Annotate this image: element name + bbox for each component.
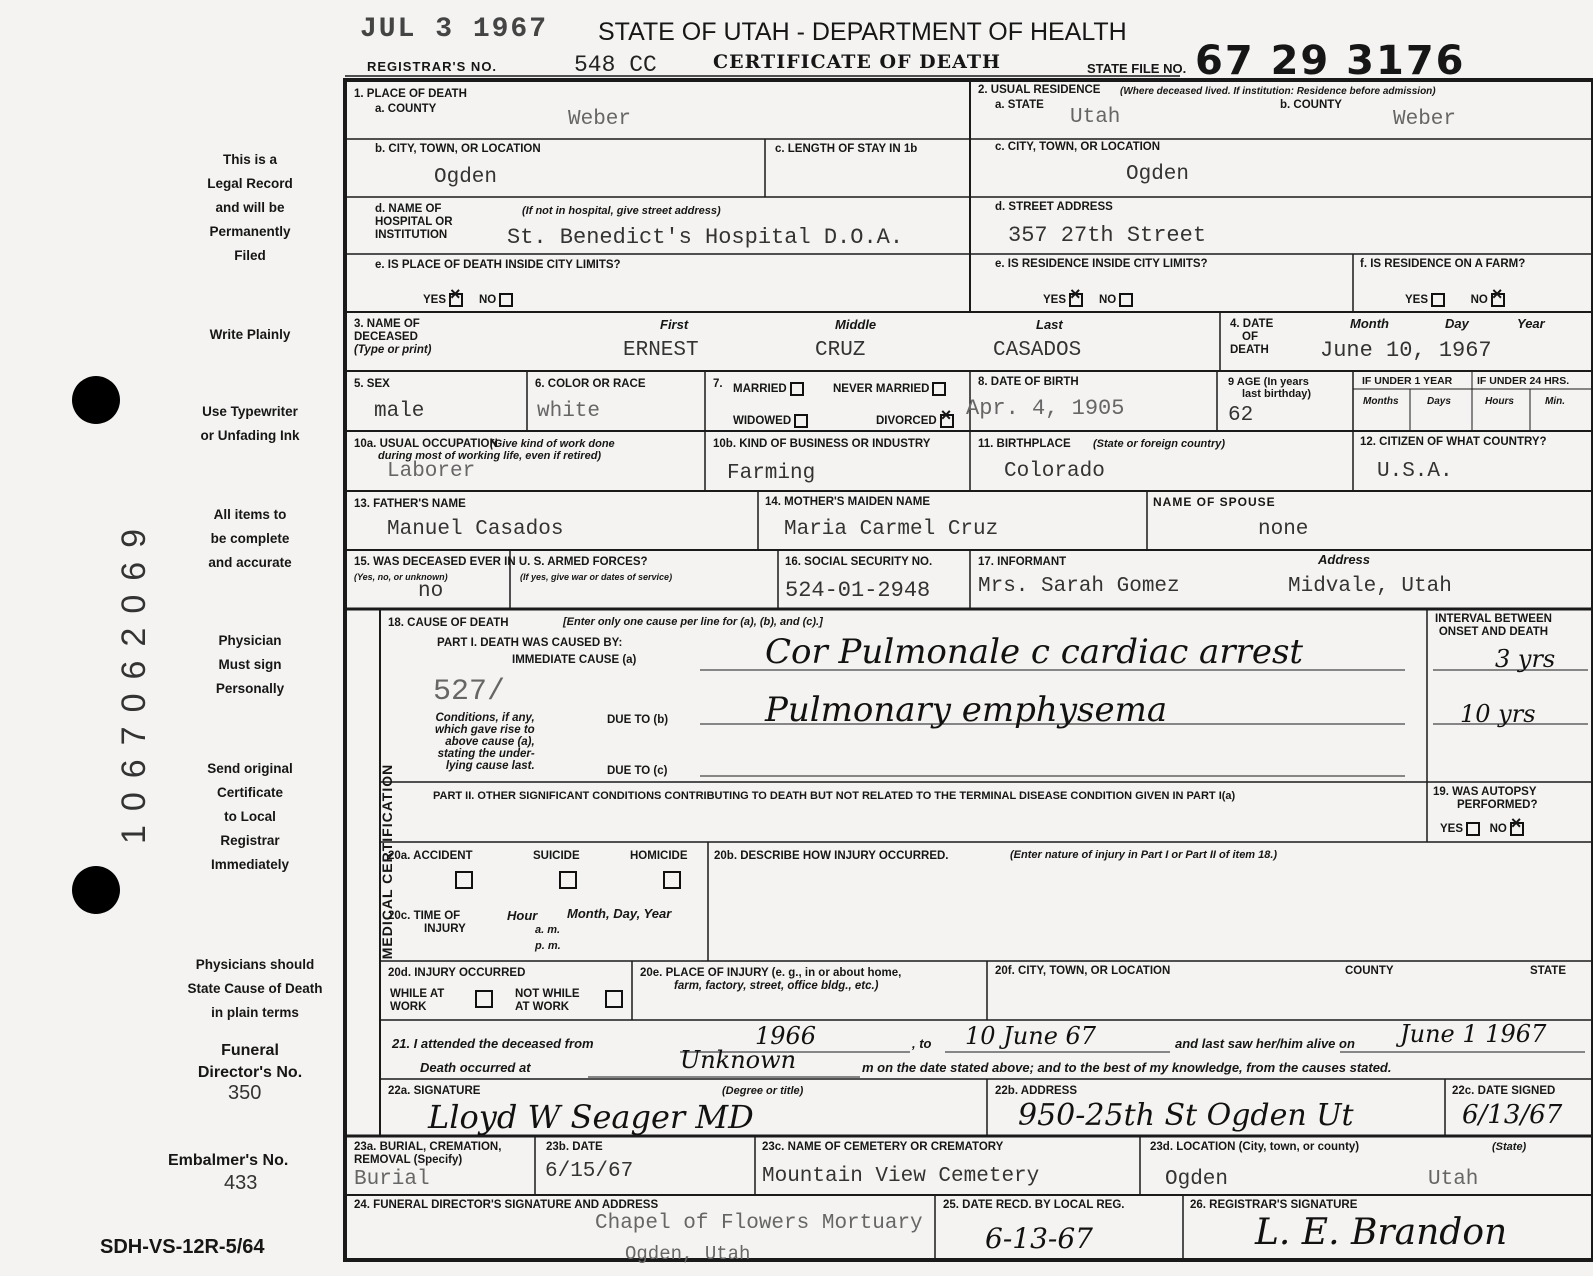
while-at-work-label: WHILE AT WORK	[390, 988, 445, 1013]
hours-label: Hours	[1485, 396, 1514, 407]
date-received-label: 25. DATE RECD. BY LOCAL REG.	[943, 1199, 1125, 1211]
not-while-at-work-label: NOT WHILE AT WORK	[515, 988, 580, 1013]
mdy-label: Month, Day, Year	[567, 906, 672, 921]
state-file-label: STATE FILE NO.	[1087, 61, 1187, 76]
physician-note: Physician Must sign Personally	[215, 633, 285, 696]
burial-date-label: 23b. DATE	[546, 1141, 603, 1153]
res-inside-no-checkbox[interactable]	[1119, 293, 1133, 307]
usual-residence-label: 2. USUAL RESIDENCE	[978, 84, 1101, 96]
last-name: CASADOS	[993, 339, 1082, 362]
funeral-home-city: Ogden, Utah	[625, 1243, 751, 1265]
cause-of-death-note: [Enter only one cause per line for (a), (b), and (c).]	[563, 616, 823, 628]
stay-label: c. LENGTH OF STAY IN 1b	[775, 143, 918, 155]
marital-widowed: WIDOWED	[733, 414, 808, 428]
farm-no-checkbox[interactable]	[1491, 293, 1505, 307]
medical-certification-vertical: MEDICAL CERTIFICATION	[379, 763, 396, 960]
homicide-checkbox[interactable]	[663, 871, 681, 889]
immediate-cause: Cor Pulmonale c cardiac arrest	[765, 632, 1304, 672]
birth-label: 8. DATE OF BIRTH	[978, 376, 1079, 388]
burial-method-label: 23a. BURIAL, CREMATION, REMOVAL (Specify)	[354, 1141, 502, 1166]
hospital-note: (If not in hospital, give street address)	[522, 205, 721, 217]
form-number: SDH-VS-12R-5/64	[100, 1236, 265, 1258]
vertical-serial: 1067062069	[115, 514, 154, 845]
sex: male	[374, 400, 425, 423]
autopsy-label: 19. WAS AUTOPSY PERFORMED?	[1433, 786, 1538, 811]
hospital-name: St. Benedict's Hospital D.O.A.	[507, 225, 904, 250]
res-state-label: a. STATE	[995, 99, 1044, 111]
registrar-no: 548 CC	[574, 52, 657, 78]
place-of-death-label: 1. PLACE OF DEATH	[354, 88, 467, 100]
occurred-at: Unknown	[680, 1046, 797, 1074]
funeral-home: Chapel of Flowers Mortuary	[595, 1212, 923, 1235]
day-label: Day	[1445, 316, 1469, 331]
burial-location: Ogden	[1165, 1168, 1229, 1191]
res-street-label: d. STREET ADDRESS	[995, 201, 1113, 213]
date-signed: 6/13/67	[1462, 1100, 1563, 1130]
autopsy-yes-checkbox[interactable]	[1466, 822, 1480, 836]
death-city: Ogden	[434, 166, 498, 189]
date-of-death: June 10, 1967	[1320, 338, 1492, 363]
inside-city-no-checkbox[interactable]	[499, 293, 513, 307]
year-label: Year	[1517, 316, 1545, 331]
cemetery-label: 23c. NAME OF CEMETERY OR CREMATORY	[762, 1141, 1004, 1153]
farm-yes-checkbox[interactable]	[1431, 293, 1445, 307]
res-county-label: b. COUNTY	[1280, 99, 1342, 111]
occupation: Laborer	[387, 460, 476, 483]
birthplace-note: (State or foreign country)	[1093, 438, 1226, 450]
first-label: First	[660, 317, 689, 332]
hospital-label: d. NAME OF HOSPITAL OR INSTITUTION	[375, 203, 453, 241]
burial-date: 6/15/67	[545, 1160, 634, 1183]
spouse-name: none	[1258, 518, 1309, 541]
widowed-checkbox[interactable]	[794, 414, 808, 428]
immediate-cause-label: IMMEDIATE CAUSE (a)	[512, 654, 637, 666]
citizen-label: 12. CITIZEN OF WHAT COUNTRY?	[1360, 436, 1547, 448]
inside-city-yes-checkbox[interactable]	[449, 293, 463, 307]
embalmer-no-label: Embalmer's No.	[168, 1152, 289, 1169]
birthplace: Colorado	[1004, 460, 1105, 483]
occupation-note: (Give kind of work done during most of working life, even if retired)	[378, 438, 615, 462]
burial-location-state: Utah	[1428, 1168, 1479, 1191]
suicide-checkbox[interactable]	[559, 871, 577, 889]
burial-method: Burial	[354, 1168, 430, 1191]
to-label: , to	[912, 1036, 932, 1051]
injury-state-label: STATE	[1530, 965, 1566, 977]
accident-checkbox[interactable]	[455, 871, 473, 889]
occurred-at-label: Death occurred at	[420, 1060, 531, 1075]
state-file-no: 67 29 3176	[1195, 38, 1466, 84]
autopsy-options: YES NO×	[1440, 822, 1524, 836]
mother-label: 14. MOTHER'S MAIDEN NAME	[765, 496, 931, 508]
not-while-at-work-checkbox[interactable]	[605, 990, 623, 1008]
injury-county-label: COUNTY	[1345, 965, 1394, 977]
under-24-hrs-label: IF UNDER 24 HRS.	[1477, 375, 1570, 387]
registrar-signature: L. E. Brandon	[1255, 1212, 1508, 1253]
injury-occurred-label: 20d. INJURY OCCURRED	[388, 967, 526, 979]
res-city: Ogden	[1126, 163, 1190, 186]
race-label: 6. COLOR OR RACE	[535, 378, 646, 390]
res-city-label: c. CITY, TOWN, OR LOCATION	[995, 141, 1161, 153]
legal-record-note: This is a Legal Record and will be Permanently Filed	[207, 152, 293, 263]
interval-label: INTERVAL BETWEEN ONSET AND DEATH	[1435, 613, 1552, 638]
father-name: Manuel Casados	[387, 518, 564, 541]
father-label: 13. FATHER'S NAME	[354, 498, 466, 510]
last-saw: June 1 1967	[1400, 1020, 1547, 1048]
occupation-label: 10a. USUAL OCCUPATION	[354, 438, 498, 450]
how-injury-note: (Enter nature of injury in Part I or Part II of item 18.)	[1010, 849, 1278, 861]
date-signed-label: 22c. DATE SIGNED	[1452, 1085, 1556, 1097]
armed-forces-label: 15. WAS DECEASED EVER IN U. S. ARMED FORCES?	[354, 556, 648, 568]
first-name: ERNEST	[623, 339, 699, 362]
inside-city-options: YES× NO	[423, 293, 513, 307]
armed-forces-note2: (If yes, give war or dates of service)	[520, 572, 673, 582]
attended-to: 10 June 67	[965, 1022, 1097, 1050]
complete-note: All items to be complete and accurate	[208, 507, 292, 570]
place-of-injury-label: 20e. PLACE OF INJURY (e. g., in or about home, farm, factory, street, office bldg., etc.)	[640, 967, 902, 992]
occurred-tail: m on the date stated above; and to the best of my knowledge, from the causes stated.	[862, 1060, 1392, 1075]
suicide-label: SUICIDE	[533, 850, 580, 862]
send-note: Send original Certificate to Local Registrar Immediately	[207, 761, 293, 872]
mother-name: Maria Carmel Cruz	[784, 518, 999, 541]
days-label: Days	[1427, 396, 1451, 407]
ssn: 524-01-2948	[785, 578, 931, 603]
burial-state-label: (State)	[1492, 1141, 1527, 1153]
part2-label: PART II. OTHER SIGNIFICANT CONDITIONS CONTRIBUTING TO DEATH BUT NOT RELATED TO THE TERMINAL DISEASE CONDITION GIVEN IN PART I(a)	[433, 790, 1236, 802]
citizen: U.S.A.	[1377, 460, 1453, 483]
embalmer-no: 433	[224, 1172, 258, 1194]
middle-label: Middle	[835, 317, 877, 332]
address-label: Address	[1318, 552, 1371, 567]
due-to-c-label: DUE TO (c)	[607, 765, 668, 777]
due-to-b-label: DUE TO (b)	[607, 714, 669, 726]
how-injury-label: 20b. DESCRIBE HOW INJURY OCCURRED.	[714, 850, 949, 862]
cause-code: 527/	[433, 675, 506, 709]
date-of-death-label: 4. DATE OF DEATH	[1230, 318, 1274, 356]
physicians-state-note: Physicians should State Cause of Death in plain terms	[187, 957, 323, 1020]
pm-label: p. m.	[535, 940, 561, 952]
marital-married: MARRIED	[733, 382, 804, 396]
res-street: 357 27th Street	[1008, 223, 1207, 248]
write-plainly-note: Write Plainly	[209, 327, 291, 342]
last-label: Last	[1036, 317, 1063, 332]
date-received: 6-13-67	[985, 1222, 1093, 1255]
interval-b: 10 yrs	[1460, 700, 1536, 728]
name-label: 3. NAME OF DECEASED (Type or print)	[354, 318, 432, 356]
usual-residence-note: (Where deceased lived. If institution: Residence before admission)	[1120, 86, 1436, 97]
interval-a: 3 yrs	[1495, 645, 1556, 673]
farm-label: f. IS RESIDENCE ON A FARM?	[1360, 258, 1526, 270]
business: Farming	[727, 462, 816, 485]
never-married-checkbox[interactable]	[932, 382, 946, 396]
min-label: Min.	[1545, 396, 1565, 407]
burial-location-label: 23d. LOCATION (City, town, or county)	[1150, 1141, 1360, 1153]
county-label: a. COUNTY	[375, 103, 437, 115]
armed-forces-note1: (Yes, no, or unknown)	[354, 572, 448, 582]
inside-city-label: e. IS PLACE OF DEATH INSIDE CITY LIMITS?	[375, 259, 621, 271]
hour-label: Hour	[507, 908, 538, 923]
married-checkbox[interactable]	[790, 382, 804, 396]
attended-label: 21. I attended the deceased from	[392, 1036, 594, 1051]
physician-address: 950-25th St Ogden Ut	[1018, 1098, 1354, 1133]
am-label: a. m.	[535, 924, 561, 936]
informant-address: Midvale, Utah	[1288, 575, 1452, 598]
race: white	[537, 400, 601, 423]
address-22b-label: 22b. ADDRESS	[995, 1085, 1078, 1097]
funeral-director-no: 350	[228, 1082, 262, 1104]
city-label: b. CITY, TOWN, OR LOCATION	[375, 143, 541, 155]
death-county: Weber	[568, 108, 632, 131]
cemetery: Mountain View Cemetery	[762, 1165, 1040, 1188]
res-county: Weber	[1393, 108, 1457, 131]
armed-forces: no	[418, 580, 444, 603]
punch-hole-bottom	[72, 866, 120, 914]
registrar-signature-label: 26. REGISTRAR'S SIGNATURE	[1190, 1199, 1358, 1211]
cause-of-death-label: 18. CAUSE OF DEATH	[388, 617, 509, 629]
res-state: Utah	[1070, 106, 1121, 129]
business-label: 10b. KIND OF BUSINESS OR INDUSTRY	[713, 438, 931, 450]
informant-name: Mrs. Sarah Gomez	[978, 575, 1180, 598]
funeral-director-label: 24. FUNERAL DIRECTOR'S SIGNATURE AND ADDRESS	[354, 1199, 659, 1211]
informant-label: 17. INFORMANT	[978, 556, 1067, 568]
farm-options: YES NO×	[1405, 293, 1505, 307]
signature-label: 22a. SIGNATURE	[388, 1085, 481, 1097]
last-saw-label: and last saw her/him alive on	[1175, 1036, 1355, 1051]
physician-signature: Lloyd W Seager MD	[428, 1098, 754, 1136]
autopsy-no-checkbox[interactable]	[1510, 822, 1524, 836]
accident-label: 20a. ACCIDENT	[388, 850, 473, 862]
due-to-b: Pulmonary emphysema	[765, 690, 1168, 730]
punch-hole-top	[72, 376, 120, 424]
typewriter-note: Use Typewriter or Unfading Ink	[200, 404, 300, 443]
months-label: Months	[1363, 396, 1399, 407]
marital-never: NEVER MARRIED	[833, 382, 946, 396]
marital-status: 7.	[713, 378, 723, 390]
part1-label: PART I. DEATH WAS CAUSED BY:	[437, 637, 623, 649]
month-label: Month	[1350, 316, 1389, 331]
while-at-work-checkbox[interactable]	[475, 990, 493, 1008]
middle-name: CRUZ	[815, 339, 866, 362]
state-title: STATE OF UTAH - DEPARTMENT OF HEALTH	[598, 18, 1127, 46]
res-inside-options: YES× NO	[1043, 293, 1133, 307]
birth-date: Apr. 4, 1905	[966, 396, 1125, 421]
spouse-label: NAME OF SPOUSE	[1153, 495, 1276, 509]
certificate-title: CERTIFICATE OF DEATH	[713, 51, 1001, 73]
degree-label: (Degree or title)	[722, 1085, 804, 1097]
age-label: 9 AGE (In years last birthday)	[1228, 376, 1312, 400]
birthplace-label: 11. BIRTHPLACE	[978, 438, 1071, 450]
divorced-checkbox[interactable]	[940, 414, 954, 428]
under-1-year-label: IF UNDER 1 YEAR	[1362, 375, 1453, 387]
time-injury-label: 20c. TIME OF INJURY	[388, 910, 466, 935]
conditions-note: Conditions, if any, which gave rise to above cause (a), stating the under- lying cause last.	[435, 712, 535, 772]
marital-divorced: DIVORCED×	[876, 414, 954, 428]
res-inside-label: e. IS RESIDENCE INSIDE CITY LIMITS?	[995, 258, 1208, 270]
sex-label: 5. SEX	[354, 378, 390, 390]
registrar-no-label: REGISTRAR'S NO.	[367, 59, 498, 74]
age: 62	[1228, 404, 1254, 427]
res-inside-yes-checkbox[interactable]	[1069, 293, 1083, 307]
homicide-label: HOMICIDE	[630, 850, 688, 862]
attended-from: 1966	[755, 1022, 817, 1050]
funeral-director-no-label: Funeral Director's No.	[197, 1042, 303, 1081]
city-injury-label: 20f. CITY, TOWN, OR LOCATION	[995, 965, 1171, 977]
received-stamp: JUL 3 1967	[360, 14, 549, 45]
ssn-label: 16. SOCIAL SECURITY NO.	[785, 556, 933, 568]
